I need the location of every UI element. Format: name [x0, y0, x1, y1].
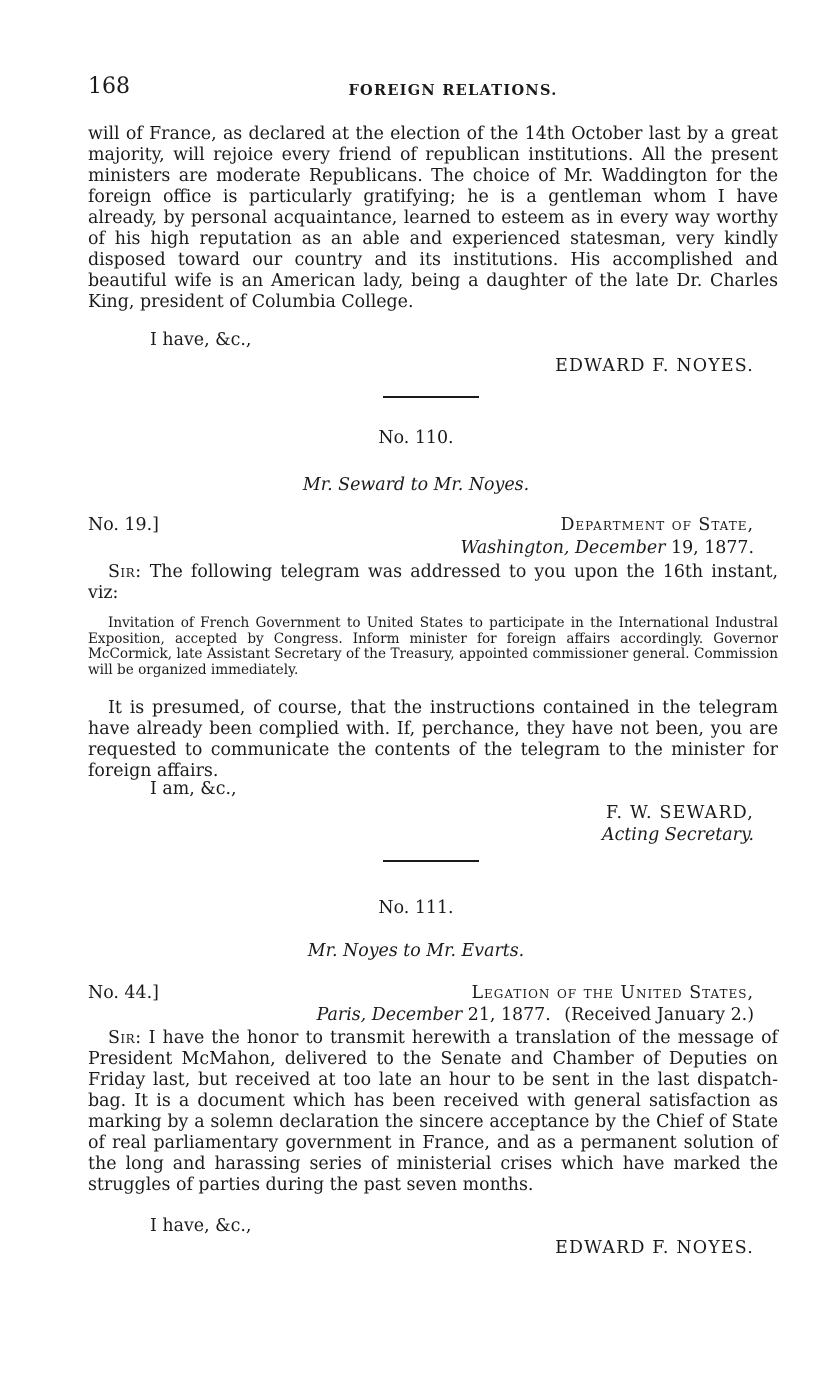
- dispatch-number: No. 44.]: [88, 983, 159, 1003]
- salutation: Sir:: [108, 1028, 142, 1048]
- date-rest: 21, 1877.: [467, 1005, 551, 1025]
- date-rest: 19, 1877.: [671, 538, 754, 558]
- received-date: (Received January 2.): [564, 1005, 754, 1025]
- page-number: 168: [88, 74, 130, 99]
- section-divider: [383, 860, 479, 862]
- signature: EDWARD F. NOYES.: [555, 356, 754, 376]
- telegram-text: Invitation of French Government to United States to participate in the International Industral Exposition, accepted by Congress. Inform minister for foreign affairs accordingly. Governor McCormick, late Assistant Secretary of the Treasury, appointed commissioner general. Commission will be organized immediately.: [88, 615, 778, 678]
- document-number: No. 111.: [378, 898, 454, 918]
- closing-phrase: I have, &c.,: [150, 1216, 252, 1236]
- document-number: No. 110.: [378, 428, 454, 448]
- place: Washington,: [460, 538, 570, 558]
- letter-intro: [88, 562, 778, 604]
- sender-office: Legation of the United States,: [471, 983, 754, 1003]
- signature-title: Acting Secretary.: [602, 825, 754, 845]
- place: Paris,: [316, 1005, 367, 1025]
- signature: F. W. SEWARD,: [605, 803, 754, 823]
- date-month: December: [371, 1005, 463, 1025]
- salutation: Sir:: [108, 562, 142, 582]
- letter-body: It is presumed, of course, that the instructions contained in the telegram have already been complied with. If, perchance, they have not been, you are requested to communicate the contents of the telegram to the minister for foreign affairs.: [88, 698, 778, 781]
- running-title: FOREIGN RELATIONS.: [348, 82, 558, 99]
- closing-phrase: I am, &c.,: [150, 779, 237, 799]
- document-heading: Mr. Noyes to Mr. Evarts.: [307, 941, 525, 961]
- sender-office: Department of State,: [560, 515, 754, 535]
- continued-letter-body: will of France, as declared at the election of the 14th October last by a great majority, will rejoice every friend of republican institutions. All the present ministers are moderate Republicans. The choice of Mr. Waddington for the foreign office is particularly gratifying; he is a gentleman whom I have already, by personal acquaintance, learned to esteem as in every way worthy of his high reputation as an able and experienced statesman, very kindly disposed toward our country and its institutions. His accomplished and beautiful wife is an American lady, being a daughter of the late Dr. Charles King, president of Columbia College.: [88, 124, 778, 312]
- signature: EDWARD F. NOYES.: [555, 1238, 754, 1258]
- letter-body: [88, 1028, 778, 1196]
- place-date: [317, 1005, 754, 1025]
- date-month: December: [574, 538, 666, 558]
- running-head: [88, 74, 778, 106]
- document-heading: Mr. Seward to Mr. Noyes.: [302, 475, 530, 495]
- closing-phrase: I have, &c.,: [150, 330, 252, 350]
- dispatch-number: No. 19.]: [88, 515, 159, 535]
- body-text: I have the honor to transmit herewith a translation of the message of President McMahon, delivered to the Senate and Chamber of Deputies on Friday last, but received at too late an hour to be sent in the last dispatch-bag. It is a document which has been received with general satisfaction as marking by a solemn declaration the sincere acceptance by the Chief of State of real parliamentary government in France, and as a permanent solution of the long and harassing series of ministerial crises which have marked the struggles of parties during the past seven months.: [88, 1028, 778, 1195]
- intro-text: The following telegram was addressed to you upon the 16th instant, viz:: [88, 562, 779, 603]
- section-divider: [383, 396, 479, 398]
- place-date: [461, 538, 754, 558]
